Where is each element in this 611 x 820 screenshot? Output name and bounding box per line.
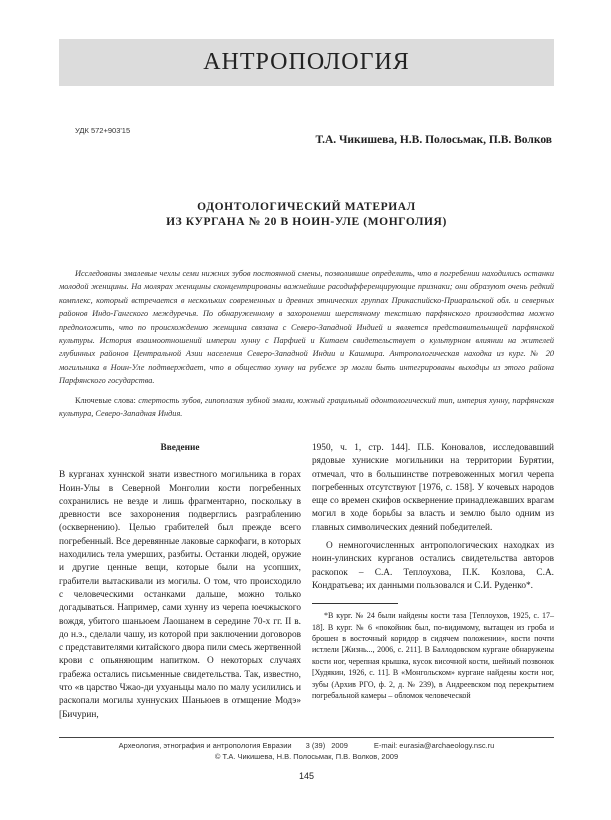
right-column [312, 442, 554, 702]
footer-divider [59, 737, 554, 738]
abstract [59, 267, 554, 420]
keywords-list: стертость зубов, гипоплазия зубной эмали, южный грацильный одонтологический тип, империя хунну, парфянская культура, Северо-Западная Индия. [59, 395, 554, 419]
section-title: АНТРОПОЛОГИЯ [203, 49, 410, 75]
footer-journal-line [59, 741, 554, 750]
footnote-text: *В кург. № 24 были найдены кости таза [Теплоухов, 1925, с. 17–18]. В кург. № 6 «покойник был, по-видимому, вытащен из гроба и брошен в восточный коридор в сидячем положении», кости почти истлели [Жизнь..., 2006, с. 211]. В Баллодовском кургане обнаружены кости ног, черепная крышка, кусок височной кости, шейный позвонок [Худякин, 1926, с. 11]. В «Монгольском» кургане найдены кости ног, зубы (Архив РГО, ф. 2, д. № 239), в Андреевском под перекрытием погребальной камеры – обломок человеческой [312, 611, 554, 701]
left-column [59, 442, 301, 722]
section-heading-introduction: Введение [160, 443, 200, 453]
body-paragraph: О немногочисленных антропологических находках из ноин-улинских курганов остались свидетельства авторов раскопок – С.А. Теплоухова, П.К. Козлова, С.А. Кондратьева; их данными пользовался и С.И. Руденко*. [312, 541, 554, 591]
body-paragraph: В курганах хуннской знати известного могильника в горах Ноин-Улы в Северной Монголии кости погребенных сохранились не везде и лишь фрагментарно, поскольку в древности все захоронения подверглись разграблению (осквернению). Целью грабителей был прежде всего погребенный. Все деревянные лаковые саркофаги, в которых находились тела умерших, разбиты. Останки людей, оружие и другие ценные вещи, которые были на усопших, грабители вытаскивали из могилы. О том, что происходило с человеческими останками дальше, можно только догадываться. Например, сами хунну из черепа юечжыского вождя, убитого шаньюем Лаошанем в середине 70-х гг. II в. до н.э., сделали чашу, из которой при заключении договоров с представителями китайского двора пили смесь жертвенной крови с опьяняющим напитком. О некоторых случаях грабежа остались письменные свидетельства. Так, известно, что «в царство Чжао-ди ухуаньцы мало по малу усилились и раскопали могилы хуннуских Шаньюев в отмщение Модэ» [Бичурин, [59, 470, 301, 720]
article-title-line-1: ОДОНТОЛОГИЧЕСКИЙ МАТЕРИАЛ [197, 201, 416, 213]
journal-name: Археология, этнография и антропология Евразии [118, 741, 292, 750]
journal-issue: 3 (39) [305, 741, 326, 750]
section-header-bar [59, 39, 554, 86]
body-paragraph: 1950, ч. 1, стр. 144]. П.Б. Коновалов, исследовавший рядовые хуниские могильники на территории Бурятии, отмечал, что в большинстве потревоженных могил черепа погребенных отсутствуют [1976, с. 158]. У кочевых народов еще со времен скифов осквернение принадлежавших врагам могил в ходе борьбы за власть и землю было одним из главных символических деяний победителей. [312, 443, 554, 533]
keywords-label: Ключевые слова: [75, 395, 136, 405]
authors: Т.А. Чикишева, Н.В. Полосьмак, П.В. Волков [315, 134, 552, 146]
footnote-divider [312, 603, 398, 604]
abstract-text: Исследованы эмалевые чехлы семи нижних зубов постоянной смены, позволившие определить, что в погребении находились останки молодой женщины. На молярах женщины сконцентрированы важнейшие расодифференцирующие признаки; они образуют очень редкий комплекс, который встречается в нескольких современных и древних этнических группах Прикаспийско-Приаральской обл. и северных районов Индо-Гангского междуречья. По обнаруженному в захоронении шерстяному текстилю парфянского производства можно предположить, что по происхождению женщина связана с Северо-Западной Индией и является представительницей парфянской культуры. История взаимоотношений империи хунну с Парфией и Китаем свидетельствует о культурном влиянии на жителей глубинных районов Центральной Азии населения Северо-Западной Индии и Кашмира. Антропологическая находка из кург. № 20 могильника в Ноин-Уле подтверждает, что в общество хунну на рубеже эр могли быть интегрированы выходцы из этого района Парфянского государства. [59, 269, 554, 386]
journal-year: 2009 [331, 741, 348, 750]
udk-code: УДК 572+903'15 [75, 126, 131, 135]
article-title [59, 200, 554, 230]
page-number: 145 [298, 771, 315, 781]
footer-copyright: © Т.А. Чикишева, Н.В. Полосьмак, П.В. Волков, 2009 [214, 752, 399, 761]
keywords [59, 394, 554, 421]
journal-email[interactable]: E-mail: eurasia@archaeology.nsc.ru [373, 741, 495, 750]
article-title-line-2: ИЗ КУРГАНА № 20 В НОИН-УЛЕ (МОНГОЛИЯ) [166, 216, 447, 228]
footnote [312, 610, 554, 701]
